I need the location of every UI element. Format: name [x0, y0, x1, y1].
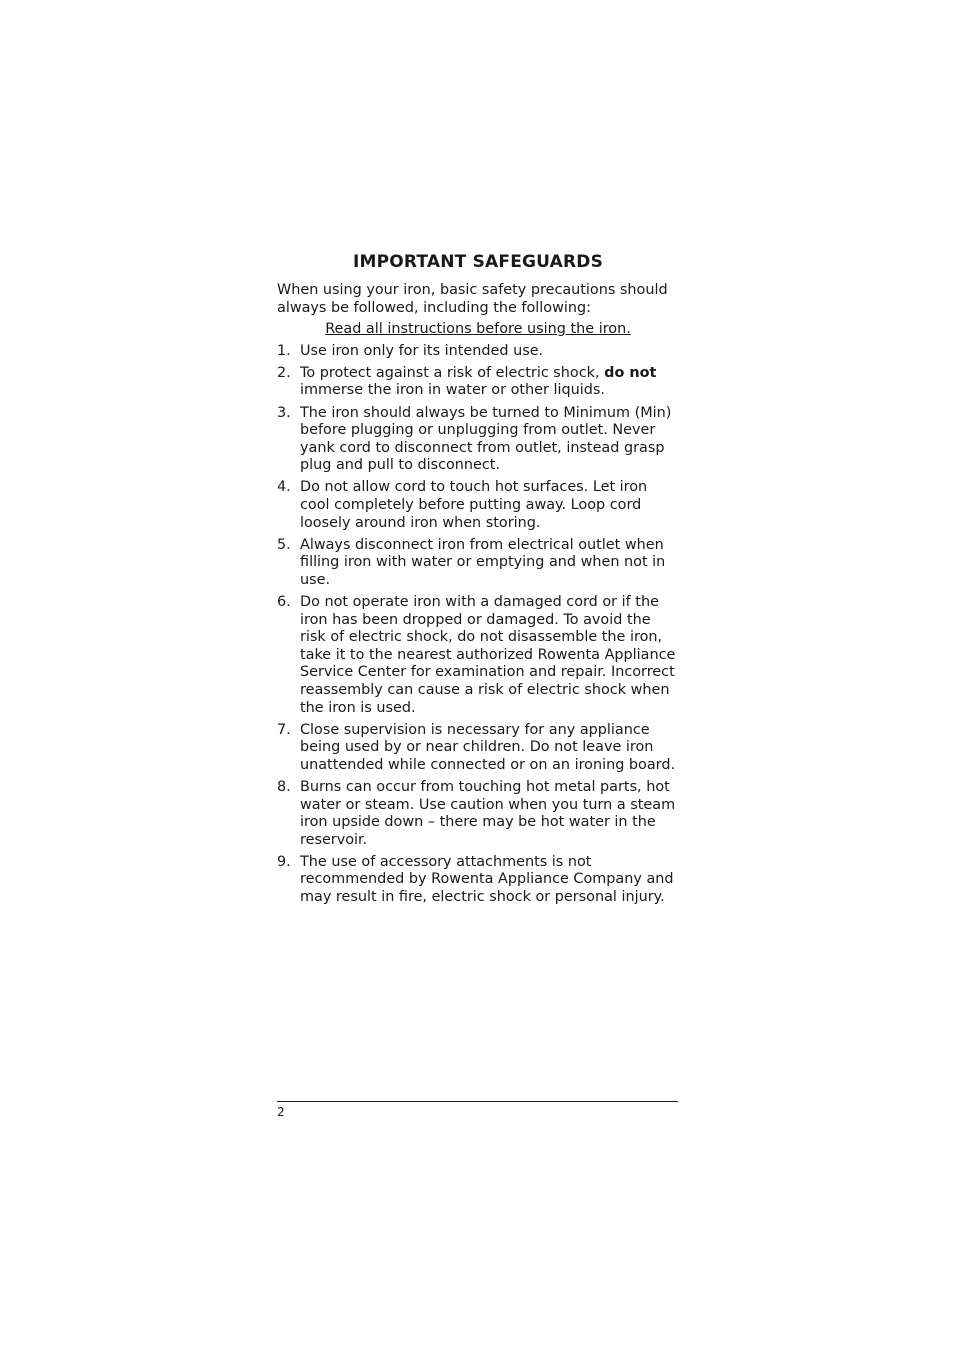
list-item [277, 343, 679, 361]
item-text: Burns can occur from touching hot metal parts, hot water or steam. Use caution when you turn a steam iron upside down – there may be hot water in the reservoir. [300, 778, 676, 848]
item-text: Do not operate iron with a damaged cord or if the iron has been dropped or damaged. To avoid the risk of electric shock, do not disassemble the iron, take it to the nearest authorized Rowenta Appliance Service Center for examination and repair. Incorrect reassembly can cause a risk of electric shock when the iron is used. [300, 594, 676, 716]
list-item [277, 779, 679, 849]
footer-divider [277, 1101, 678, 1102]
page-number: 2 [277, 1105, 285, 1119]
item-text: Do not allow cord to touch hot surfaces. Let iron cool completely before putting away. Loop cord loosely around iron when storing. [300, 479, 648, 531]
list-item [277, 405, 679, 475]
list-item [277, 365, 679, 400]
item-text-bold: do not [604, 364, 657, 381]
item-number: 9. [277, 853, 291, 870]
page-content [277, 251, 679, 911]
page-title: IMPORTANT SAFEGUARDS [352, 252, 604, 272]
list-item [277, 854, 679, 907]
item-text [300, 365, 656, 399]
item-number: 8. [277, 778, 291, 795]
item-number: 6. [277, 594, 291, 610]
intro-paragraph: When using your iron, basic safety precautions should always be followed, including the following: [277, 282, 668, 316]
read-instructions-notice: Read all instructions before using the iron. [325, 321, 631, 338]
item-text-after: immerse the iron in water or other liquids. [300, 382, 605, 399]
item-text: The use of accessory attachments is not recommended by Rowenta Appliance Company and may result in fire, electric shock or personal injury. [300, 853, 674, 905]
list-item [277, 479, 679, 532]
item-text-before: To protect against a risk of electric shock, [300, 364, 605, 381]
item-number: 7. [277, 721, 291, 738]
list-item [277, 537, 679, 590]
item-number: 2. [277, 364, 291, 381]
safeguards-list [277, 343, 679, 907]
list-item [277, 594, 679, 717]
item-number: 3. [277, 404, 291, 421]
item-number: 5. [277, 536, 291, 553]
item-number: 4. [277, 479, 291, 496]
item-text: The iron should always be turned to Minimum (Min) before plugging or unplugging from outlet. Never yank cord to disconnect from outlet, instead grasp plug and pull to disconnect. [300, 404, 672, 474]
item-text: Always disconnect iron from electrical outlet when filling iron with water or emptying and when not in use. [300, 536, 666, 588]
item-text: Use iron only for its intended use. [300, 342, 544, 359]
list-item [277, 722, 679, 775]
item-number: 1. [277, 342, 291, 359]
item-text: Close supervision is necessary for any appliance being used by or near children. Do not leave iron unattended while connected or on an ironing board. [300, 721, 676, 773]
